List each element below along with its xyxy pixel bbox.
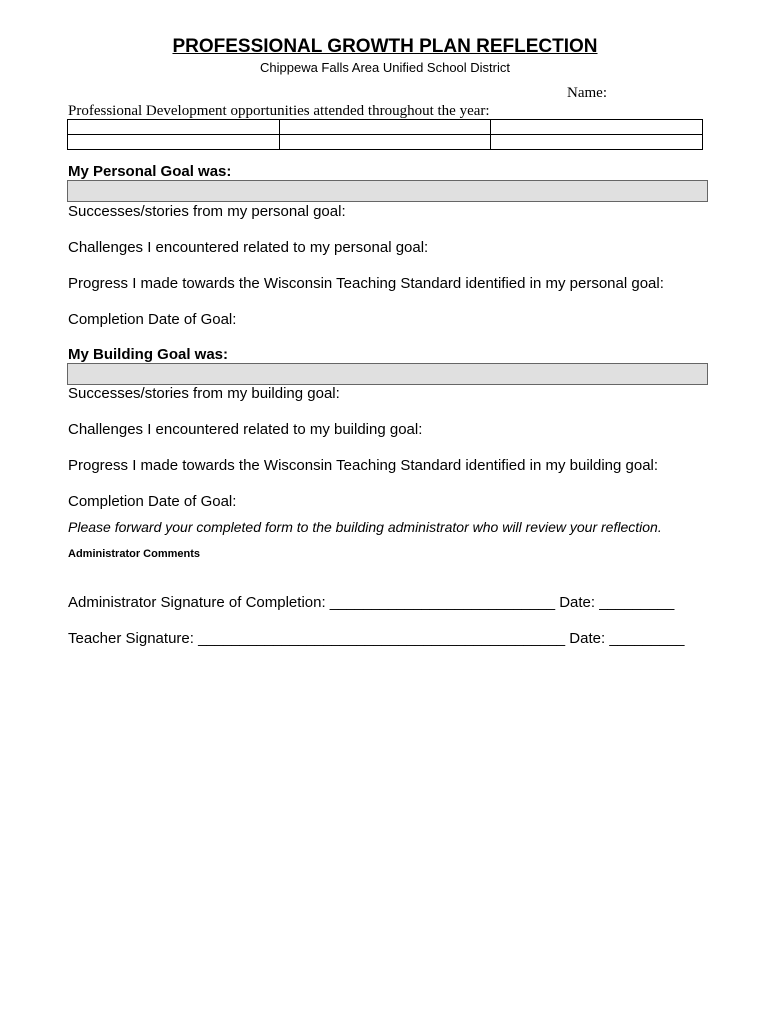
personal-goal-heading: My Personal Goal was: [68,163,232,180]
table-cell[interactable] [68,120,280,135]
personal-challenges-label: Challenges I encountered related to my personal goal: [68,239,429,256]
teacher-signature-line[interactable]: Teacher Signature: ____________________________________________ Date: _________ [68,630,685,647]
administrator-comments-label: Administrator Comments [68,548,201,560]
administrator-signature-line[interactable]: Administrator Signature of Completion: ___________________________ Date: _________ [68,594,675,611]
personal-progress-label: Progress I made towards the Wisconsin Teaching Standard identified in my personal goal: [68,275,664,292]
building-completion-label: Completion Date of Goal: [68,493,237,510]
building-progress-label: Progress I made towards the Wisconsin Teaching Standard identified in my building goal: [68,457,659,474]
building-successes-label: Successes/stories from my building goal: [68,385,340,402]
table-cell[interactable] [279,135,491,150]
table-cell[interactable] [68,135,280,150]
district-name: Chippewa Falls Area Unified School District [260,60,510,75]
building-goal-field[interactable] [67,363,708,385]
professional-development-label: Professional Development opportunities attended throughout the year: [68,103,490,119]
building-challenges-label: Challenges I encountered related to my building goal: [68,421,423,438]
table-row [68,135,703,150]
table-cell[interactable] [491,135,703,150]
forward-instructions: Please forward your completed form to the building administrator who will review your reflection. [68,519,662,535]
table-cell[interactable] [491,120,703,135]
building-goal-heading: My Building Goal was: [68,346,229,363]
table-row [68,120,703,135]
page-title: PROFESSIONAL GROWTH PLAN REFLECTION [172,36,598,57]
personal-goal-field[interactable] [67,180,708,202]
personal-completion-label: Completion Date of Goal: [68,311,237,328]
professional-development-table [67,119,703,150]
personal-successes-label: Successes/stories from my personal goal: [68,203,346,220]
table-cell[interactable] [279,120,491,135]
name-label: Name: [567,85,607,101]
